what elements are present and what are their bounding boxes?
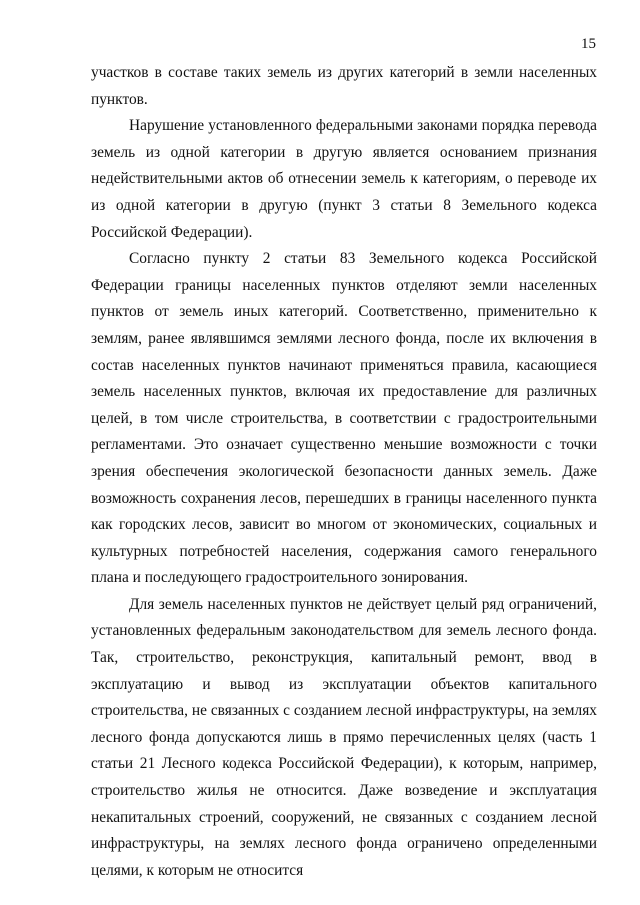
paragraph: Согласно пункту 2 статьи 83 Земельного кодекса Российской Федерации границы населенных пунктов отделяют земли населенных пунктов от земель иных категорий. Соответственно, применительно к землям, ранее являвшимся землями лесного фонда, после их включения в состав населенных пунктов начинают применяться правила, касающиеся земель населенных пунктов, включая их предоставление для различных целей, в том числе строительства, в соответствии с градостроительными регламентами. Это означает существенно меньшие возможности с точки зрения обеспечения экологической безопасности данных земель. Даже возможность сохранения лесов, перешедших в границы населенного пункта как городских лесов, зависит во многом от экономических, социальных и культурных потребностей населения, содержания самого генерального плана и последующего градостроительного зонирования. [91, 250, 597, 587]
paragraph-continuation: участков в составе таких земель из других категорий в земли населенных пунктов. [91, 64, 597, 108]
document-body [91, 60, 597, 884]
page-number: 15 [581, 36, 596, 52]
paragraph: Для земель населенных пунктов не действует целый ряд ограничений, установленных федеральным законодательством для земель лесного фонда. Так, строительство, реконструкция, капитальный ремонт, ввод в эксплуатацию и вывод из эксплуатации объектов капитального строительства, не связанных с созданием лесной инфраструктуры, на землях лесного фонда допускаются лишь в прямо перечисленных целях (часть 1 статьи 21 Лесного кодекса Российской Федерации), к которым, например, строительство жилья не относится. Даже возведение и эксплуатация некапитальных строений, сооружений, не связанных с созданием лесной инфраструктуры, на землях лесного фонда ограничено определенными целями, к которым не относится [91, 595, 597, 879]
paragraph: Нарушение установленного федеральными законами порядка перевода земель из одной категории в другую является основанием признания недействительными актов об отнесении земель к категориям, о переводе их из одной категории в другую (пункт 3 статьи 8 Земельного кодекса Российской Федерации). [91, 117, 597, 241]
